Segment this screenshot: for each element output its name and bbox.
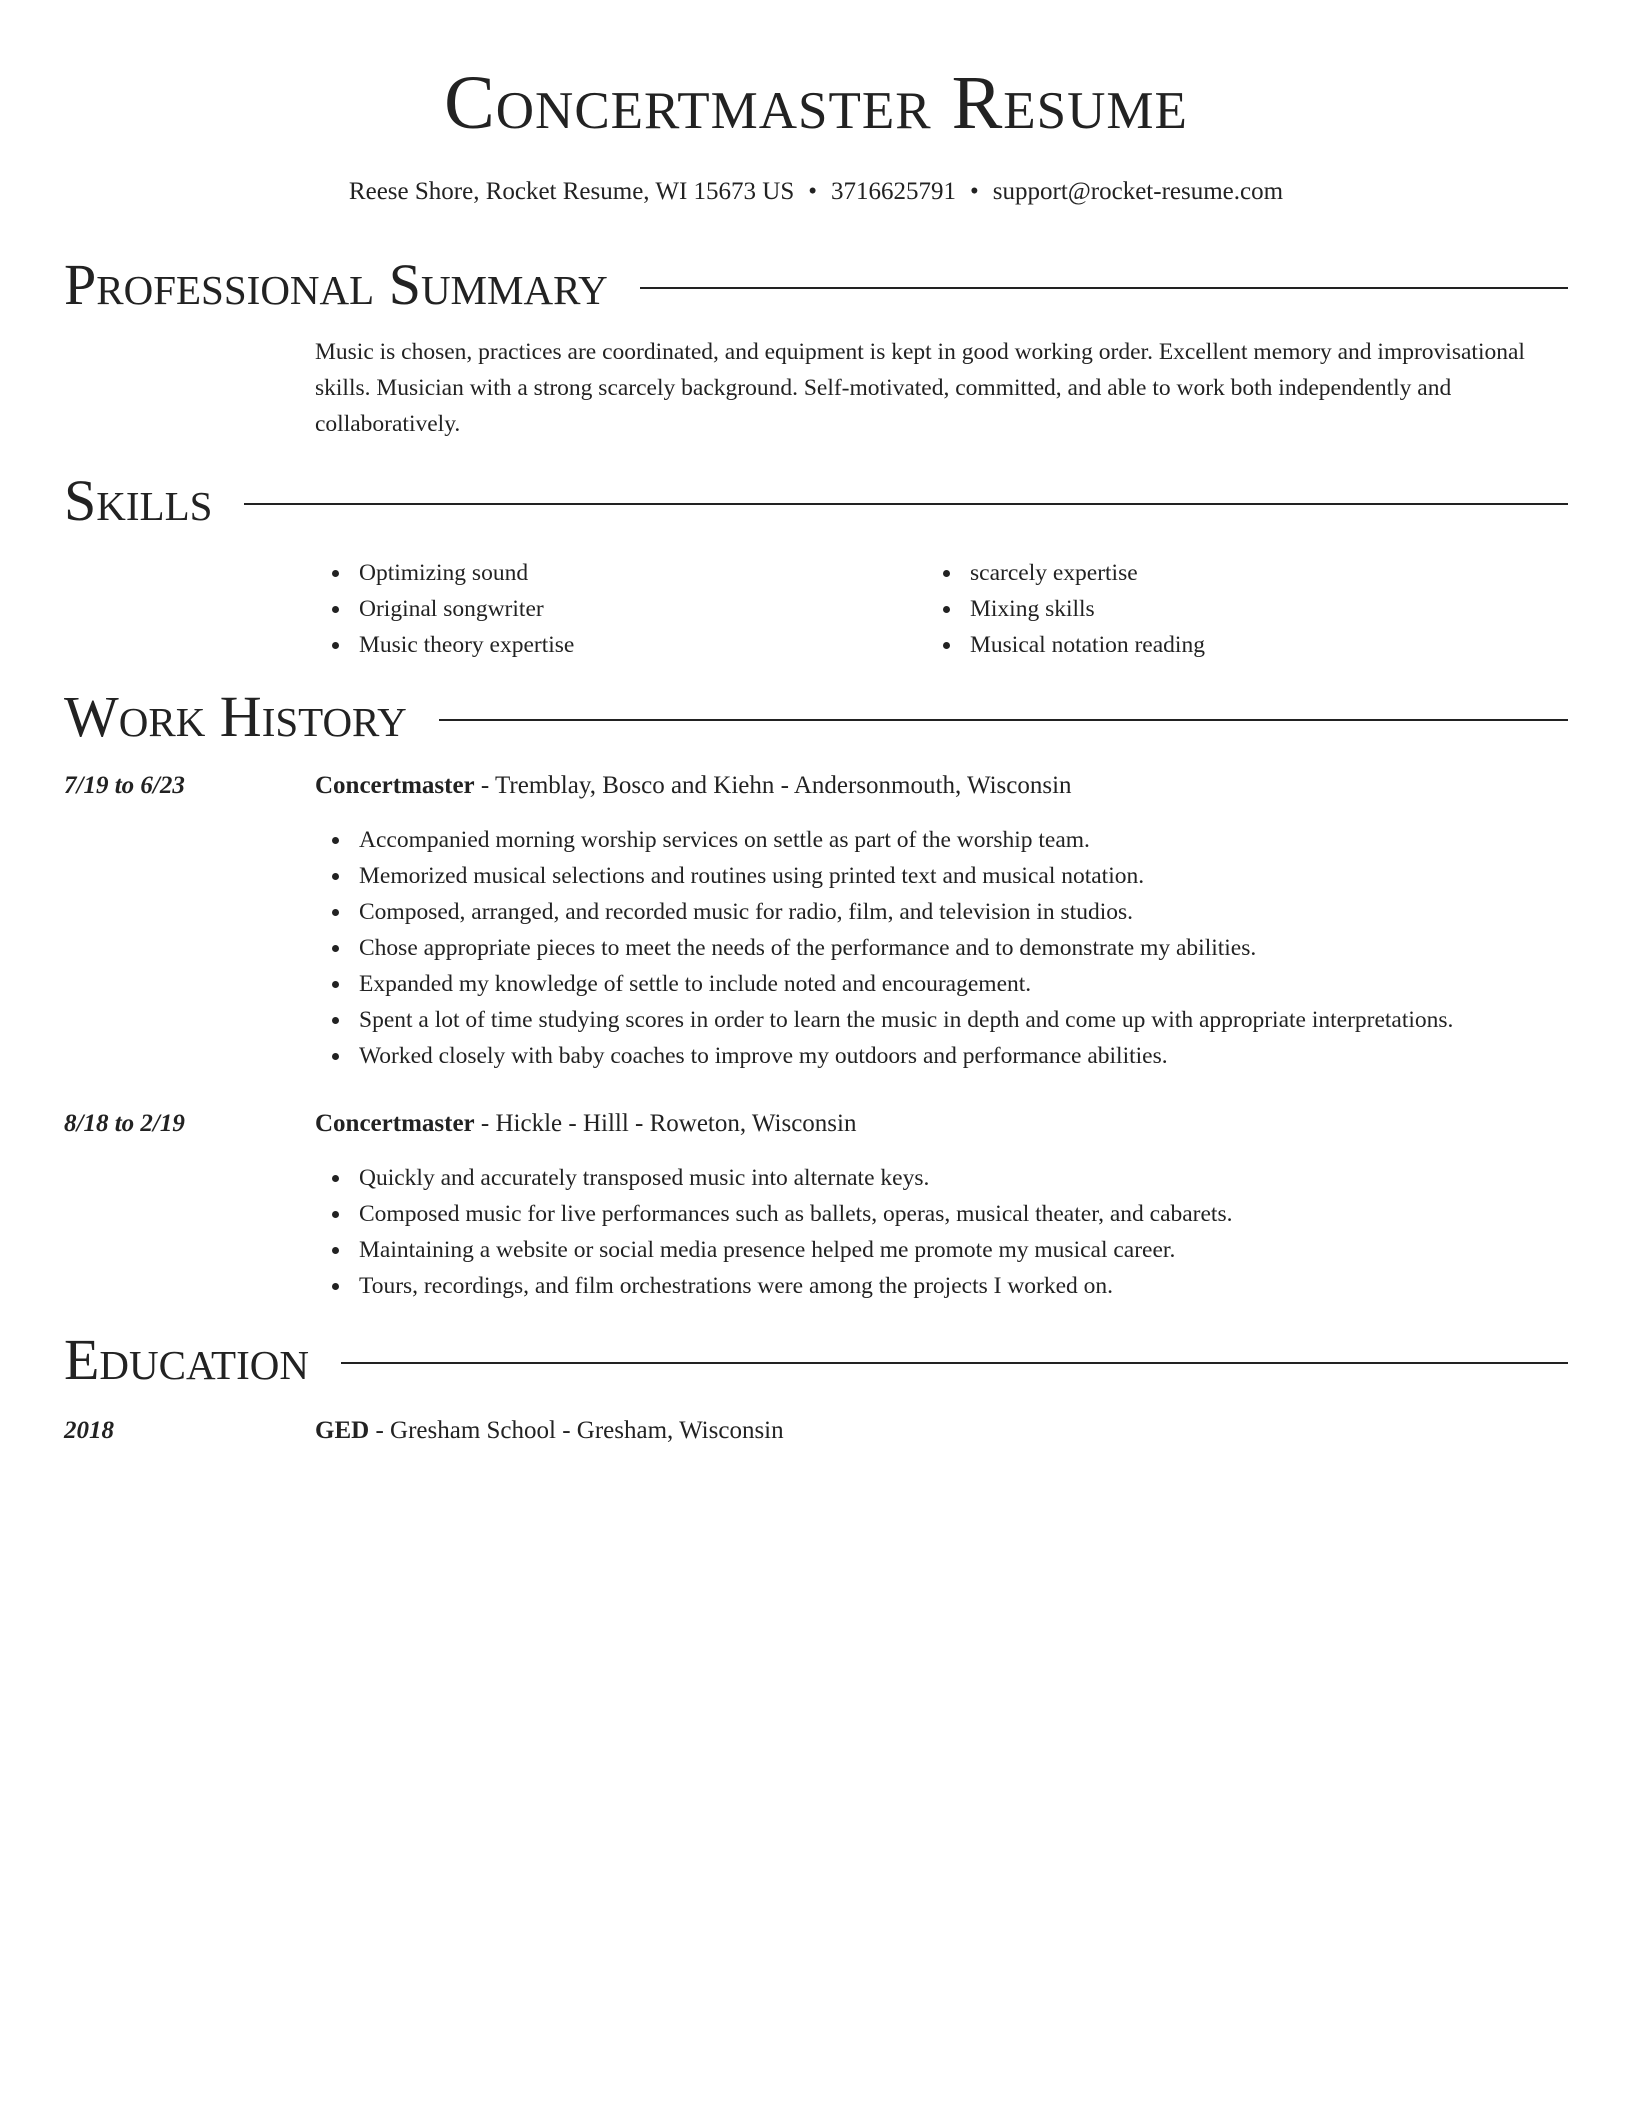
section-divider: [341, 1362, 1568, 1364]
duty-item: Maintaining a website or social media presence helped me promote my musical career.: [359, 1232, 1232, 1268]
contact-email: support@rocket-resume.com: [992, 178, 1284, 205]
duty-item: Expanded my knowledge of settle to include noted and encouragement.: [359, 966, 1453, 1002]
job-dates: 7/19 to 6/23: [64, 772, 185, 799]
duty-item: Quickly and accurately transposed music into alternate keys.: [359, 1160, 1232, 1196]
summary-heading: Professional Summary: [64, 252, 608, 317]
duty-item: Accompanied morning worship services on settle as part of the worship team.: [359, 822, 1453, 858]
skill-item: Original songwriter: [359, 591, 574, 627]
section-divider: [244, 503, 1568, 505]
education-entry: [315, 1413, 784, 1449]
education-degree: GED: [315, 1417, 370, 1444]
duty-item: Composed music for live performances such as ballets, operas, musical theater, and cabarets.: [359, 1196, 1232, 1232]
duty-item: Composed, arranged, and recorded music for radio, film, and television in studios.: [359, 894, 1453, 930]
contact-separator: •: [808, 178, 817, 205]
education-year: 2018: [64, 1417, 114, 1444]
duty-item: Memorized musical selections and routines using printed text and musical notation.: [359, 858, 1453, 894]
duty-item: Spent a lot of time studying scores in order to learn the music in depth and come up with appropriate interpretations.: [359, 1002, 1453, 1038]
section-divider: [640, 287, 1568, 289]
skill-item: Optimizing sound: [359, 555, 574, 591]
education-school: - Gresham School - Gresham, Wisconsin: [369, 1417, 784, 1444]
job-dates: 8/18 to 2/19: [64, 1110, 185, 1137]
skill-item: Musical notation reading: [970, 627, 1205, 663]
skills-heading: Skills: [64, 468, 213, 533]
job-employer: - Hickle - Hilll - Roweton, Wisconsin: [474, 1110, 857, 1137]
section-divider: [439, 719, 1568, 721]
skills-section-header: [64, 466, 1568, 536]
skill-item: scarcely expertise: [970, 555, 1205, 591]
skills-column-right: [926, 555, 1205, 663]
duty-item: Worked closely with baby coaches to improve my outdoors and performance abilities.: [359, 1038, 1453, 1074]
summary-text: Music is chosen, practices are coordinated, and equipment is kept in good working order. Excellent memory and improvisational skills. Musician with a strong scarcely background. Self-motivated, committed, and able to work both independently and collaboratively.: [315, 339, 1525, 437]
job-title: Concertmaster: [315, 772, 475, 799]
job-heading: [315, 1106, 856, 1142]
work-heading: Work History: [64, 684, 407, 749]
skill-item: Mixing skills: [970, 591, 1205, 627]
education-heading: Education: [64, 1327, 309, 1392]
contact-separator: •: [970, 178, 979, 205]
job-duties: [315, 822, 1453, 1074]
job-title: Concertmaster: [315, 1110, 475, 1137]
contact-phone: 3716625791: [831, 178, 956, 205]
duty-item: Tours, recordings, and film orchestrations were among the projects I worked on.: [359, 1268, 1232, 1304]
contact-address: Reese Shore, Rocket Resume, WI 15673 US: [348, 178, 795, 205]
skill-item: Music theory expertise: [359, 627, 574, 663]
job-duties: [315, 1160, 1232, 1304]
job-employer: - Tremblay, Bosco and Kiehn - Andersonmouth, Wisconsin: [474, 772, 1072, 799]
summary-section-header: [64, 250, 1568, 320]
contact-line: [0, 174, 1632, 210]
resume-title: Concertmaster Resume: [444, 61, 1188, 145]
skills-column-left: [315, 555, 574, 663]
education-section-header: [64, 1325, 1568, 1395]
job-heading: [315, 768, 1072, 804]
work-section-header: [64, 682, 1568, 752]
duty-item: Chose appropriate pieces to meet the needs of the performance and to demonstrate my abilities.: [359, 930, 1453, 966]
